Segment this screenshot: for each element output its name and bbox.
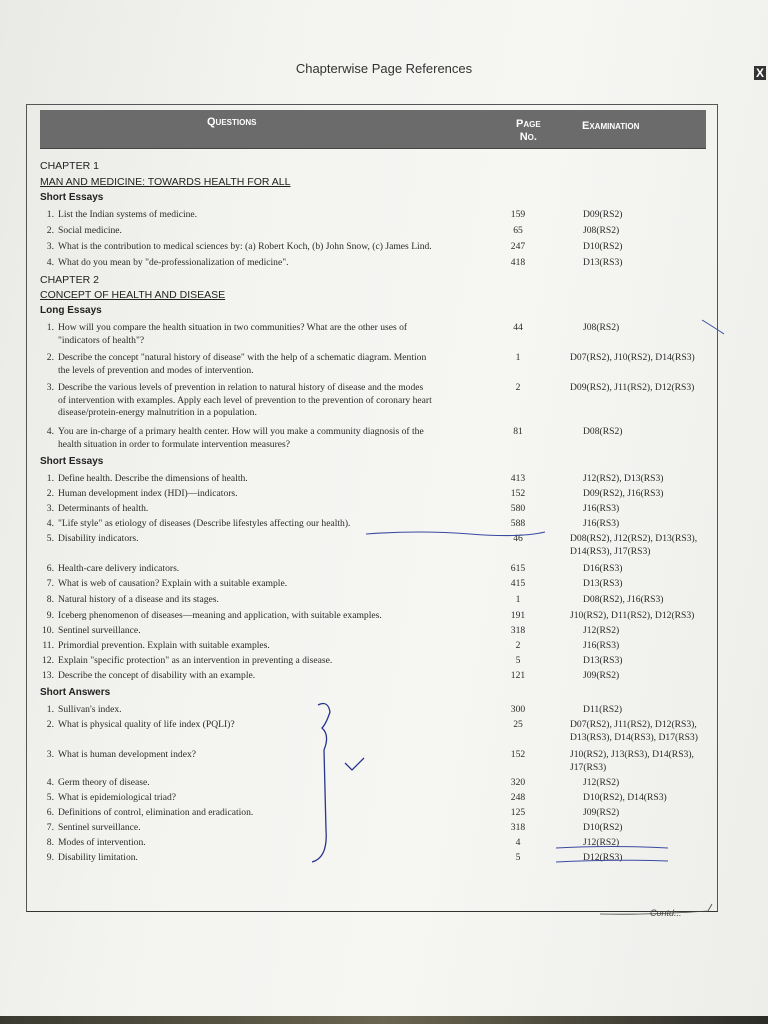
question-number: 13. [42, 670, 54, 681]
page-number: 191 [510, 610, 526, 621]
question-line-text: Define health. Describe the dimensions of health. [58, 473, 248, 484]
exam-code-line: J08(RS2) [583, 322, 620, 333]
question-line-text: What do you mean by "de-professionalization of medicine". [58, 257, 289, 268]
chapter-number: CHAPTER 1 [40, 160, 99, 172]
page-number: 25 [513, 719, 523, 730]
question-line-text: Modes of intervention. [58, 837, 146, 848]
section-heading: Short Answers [40, 687, 111, 698]
exam-code-line: J12(RS2), D13(RS3) [583, 473, 664, 484]
question-number: 8. [46, 594, 54, 605]
question-number: 5. [46, 792, 54, 803]
page-number: 65 [513, 225, 523, 236]
page-number: 125 [510, 807, 526, 818]
question-number: 7. [46, 578, 54, 589]
question-number: 3. [46, 382, 54, 393]
section-heading: Short Essays [40, 192, 104, 203]
page-number: 159 [510, 209, 526, 220]
question-line-text: List the Indian systems of medicine. [58, 209, 198, 220]
exam-code-line: D10(RS2), D14(RS3) [583, 792, 667, 803]
exam-code-line: D14(RS3), J17(RS3) [570, 545, 651, 557]
page-number: 81 [513, 426, 523, 437]
page-number: 1 [515, 594, 521, 605]
page-number: 588 [510, 518, 526, 529]
page-number: 5 [515, 852, 521, 863]
question-line-text: Definitions of control, elimination and eradication. [58, 807, 254, 818]
page-number: 320 [510, 777, 526, 788]
exam-code-line: D16(RS3) [583, 563, 623, 574]
page-number: 2 [515, 382, 521, 393]
exam-code-line: D08(RS2), J16(RS3) [583, 594, 664, 605]
exam-code-line: J12(RS2) [583, 777, 620, 788]
question-line-text: Social medicine. [58, 225, 122, 236]
page-number: 46 [513, 533, 523, 544]
chapter-title: CONCEPT OF HEALTH AND DISEASE [40, 289, 226, 301]
exam-code-line: D07(RS2), J10(RS2), D14(RS3) [570, 352, 695, 363]
page-number: 300 [510, 704, 526, 715]
exam-code-line: J10(RS2), J13(RS3), D14(RS3), [570, 749, 694, 760]
question-line-text: Sentinel surveillance. [58, 822, 141, 833]
exam-code-line: D13(RS3) [583, 655, 623, 666]
page-number: 318 [510, 822, 526, 833]
page-number: 318 [510, 625, 526, 636]
question-number: 1. [46, 209, 54, 220]
page-number: 152 [510, 749, 526, 760]
exam-code-line: D08(RS2), J12(RS2), D13(RS3), [570, 533, 698, 544]
question-line-text: of intervention with examples. Apply each level of prevention to the prevention of coronary heart [58, 394, 432, 406]
exam-code-line: D12(RS3) [583, 852, 623, 863]
question-number: 1. [46, 704, 54, 715]
question-line-text: Health-care delivery indicators. [58, 563, 180, 574]
exam-code-line: J10(RS2), D11(RS2), D12(RS3) [570, 610, 695, 621]
page-number: 248 [510, 792, 526, 803]
exam-code-line: D10(RS2) [583, 822, 623, 833]
page-number: 1 [515, 352, 521, 363]
question-line-text: Disability indicators. [58, 533, 139, 544]
question-number: 1. [46, 322, 54, 333]
exam-code-line: D10(RS2) [583, 241, 623, 252]
page-number: 121 [510, 670, 526, 681]
question-line-text: What is physical quality of life index (PQLI)? [58, 719, 235, 730]
exam-code-line: J12(RS2) [583, 625, 620, 636]
question-number: 10. [42, 625, 54, 636]
question-line-text: What is epidemiological triad? [58, 792, 177, 803]
question-line-text: "indicators of health"? [58, 334, 145, 346]
question-line-text: the levels of prevention and modes of intervention. [58, 364, 254, 376]
question-number: 4. [46, 257, 54, 268]
question-line-text: What is the contribution to medical sciences by: (a) Robert Koch, (b) John Snow, (c) James Lind. [58, 241, 432, 252]
section-heading: Short Essays [40, 456, 104, 467]
exam-code-line: D07(RS2), J11(RS2), D12(RS3), [570, 719, 697, 730]
exam-code-line: J16(RS3) [583, 640, 620, 651]
page-number: 415 [510, 578, 526, 589]
question-line-text: Describe the concept "natural history of disease" with the help of a schematic diagram. Mention [58, 352, 427, 363]
question-line-text: Germ theory of disease. [58, 777, 150, 788]
question-number: 4. [46, 777, 54, 788]
exam-code-line: J09(RS2) [583, 670, 620, 681]
question-line-text: Sullivan's index. [58, 704, 122, 715]
question-number: 2. [46, 352, 54, 363]
question-line-text: Iceberg phenomenon of diseases—meaning and application, with suitable examples. [58, 610, 382, 621]
exam-code-line: J17(RS3) [570, 761, 607, 773]
question-line-text: Describe the concept of disability with an example. [58, 670, 256, 681]
exam-code-line: J08(RS2) [583, 225, 620, 236]
question-number: 11. [42, 640, 54, 651]
question-number: 9. [46, 610, 54, 621]
exam-code-line: J16(RS3) [583, 518, 620, 529]
question-line-text: How will you compare the health situation in two communities? What are the other uses of [58, 322, 408, 333]
question-line-text: health situation in order to formulate intervention measures? [58, 438, 291, 450]
question-line-text: Disability limitation. [58, 852, 138, 863]
header-examination: Examination [582, 120, 640, 132]
page-number: 247 [510, 241, 526, 252]
exam-code-line: D08(RS2) [583, 426, 623, 437]
chapter-number: CHAPTER 2 [40, 274, 99, 286]
header-no: No. [519, 131, 537, 143]
page-number: 4 [515, 837, 521, 848]
page-number: 418 [510, 257, 526, 268]
exam-code-line: D11(RS2) [583, 704, 623, 715]
question-number: 7. [46, 822, 54, 833]
question-line-text: disease/protein-energy malnutrition in a population. [58, 407, 257, 419]
question-line-text: Human development index (HDI)—indicators. [58, 488, 238, 499]
page-number: 413 [510, 473, 526, 484]
question-line-text: Natural history of a disease and its stages. [58, 594, 219, 605]
question-number: 5. [46, 533, 54, 544]
chapter-title: MAN AND MEDICINE: TOWARDS HEALTH FOR ALL [40, 176, 291, 188]
question-number: 2. [46, 225, 54, 236]
question-line-text: Primordial prevention. Explain with suitable examples. [58, 640, 270, 651]
header-questions: Questions [207, 116, 257, 128]
corner-mark: X [755, 66, 764, 80]
page-number: 615 [510, 563, 526, 574]
question-number: 8. [46, 837, 54, 848]
question-line-text: Describe the various levels of prevention in relation to natural history of disease and the modes [58, 382, 424, 393]
question-line-text: What is human development index? [58, 749, 197, 760]
header-page: Page [516, 118, 541, 130]
question-number: 6. [46, 807, 54, 818]
question-number: 3. [46, 503, 54, 514]
page-number: 152 [510, 488, 526, 499]
question-number: 3. [46, 241, 54, 252]
question-number: 12. [42, 655, 54, 666]
page-number: 5 [515, 655, 521, 666]
question-number: 2. [46, 488, 54, 499]
page-number: 2 [515, 640, 521, 651]
question-line-text: What is web of causation? Explain with a suitable example. [58, 578, 288, 589]
exam-code-line: D13(RS3) [583, 257, 623, 268]
question-number: 3. [46, 749, 54, 760]
exam-code-line: D09(RS2), J11(RS2), D12(RS3) [570, 382, 695, 393]
question-line-text: Determinants of health. [58, 503, 149, 514]
exam-code-line: D13(RS3), D14(RS3), D17(RS3) [570, 731, 698, 743]
exam-code-line: D13(RS3) [583, 578, 623, 589]
bottom-strip [0, 1016, 768, 1024]
exam-code-line: J12(RS2) [583, 837, 620, 848]
exam-code-line: J16(RS3) [583, 503, 620, 514]
page-number: 44 [513, 322, 523, 333]
exam-code-line: D09(RS2), J16(RS3) [583, 488, 664, 499]
question-line-text: Sentinel surveillance. [58, 625, 141, 636]
question-line-text: "Life style" as etiology of diseases (Describe lifestyles affecting our health). [58, 518, 351, 529]
question-line-text: You are in-charge of a primary health center. How will you make a community diagnosis of the [58, 426, 424, 437]
section-heading: Long Essays [40, 305, 102, 316]
question-number: 6. [46, 563, 54, 574]
page-number: 580 [510, 503, 526, 514]
question-number: 1. [46, 473, 54, 484]
question-number: 4. [46, 426, 54, 437]
question-number: 4. [46, 518, 54, 529]
page-title: Chapterwise Page References [295, 61, 473, 76]
exam-code-line: D09(RS2) [583, 209, 623, 220]
question-number: 9. [46, 852, 54, 863]
contd-label: Contd... [650, 908, 682, 918]
question-line-text: Explain "specific protection" as an intervention in preventing a disease. [58, 655, 333, 666]
question-number: 2. [46, 719, 54, 730]
exam-code-line: J09(RS2) [583, 807, 620, 818]
